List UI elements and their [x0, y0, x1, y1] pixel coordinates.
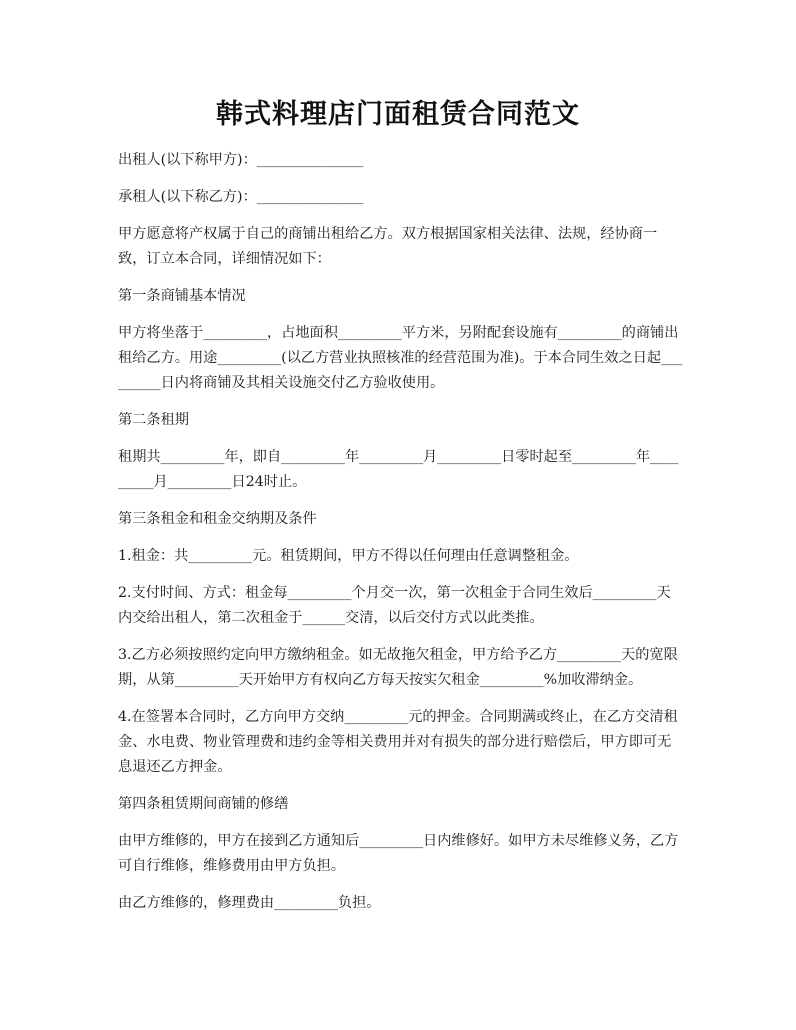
article-4-paragraph-2: 由乙方维修的，修理费由_________负担。 — [118, 895, 381, 911]
document-body — [118, 148, 684, 928]
article-1-paragraph: 甲方将坐落于_________，占地面积_________平方米，另附配套设施有_________的商铺出租给乙方。用途_________(以乙方营业执照核准的经营范围为准)。于本合同生效之日起_________日内将商铺及其相关设施交付乙方验收使用。 — [118, 325, 683, 391]
article-3-heading: 第三条租金和租金交纳期及条件 — [118, 511, 317, 527]
article-1-heading: 第一条商铺基本情况 — [118, 288, 246, 304]
article-4-heading: 第四条租赁期间商铺的修缮 — [118, 796, 289, 812]
document-title: 韩式料理店门面租赁合同范文 — [216, 99, 580, 130]
article-2-paragraph: 租期共_________年，即自_________年_________月_________日零时起至_________年_________月_________日24时止。 — [118, 449, 679, 490]
lessor-line: 出租人(以下称甲方)：_______________ — [118, 152, 364, 168]
article-2-heading: 第二条租期 — [118, 412, 189, 428]
article-3-item-1: 1.租金：共_________元。租赁期间，甲方不得以任何理由任意调整租金。 — [118, 548, 579, 564]
article-3-item-2: 2.支付时间、方式：租金每_________个月交一次，第一次租金于合同生效后_________天内交给出租人，第二次租金于______交清，以后交付方式以此类推。 — [118, 585, 671, 626]
lessee-line: 承租人(以下称乙方)：_______________ — [118, 189, 364, 205]
article-3-item-4: 4.在签署本合同时，乙方向甲方交纳_________元的押金。合同期满或终止，在乙方交清租金、水电费、物业管理费和违约金等相关费用并对有损失的部分进行赔偿后，甲方即可无息退还乙方押金。 — [118, 709, 678, 775]
article-4-paragraph-1: 由甲方维修的，甲方在接到乙方通知后_________日内维修好。如甲方未尽维修义务，乙方可自行维修，维修费用由甲方负担。 — [118, 833, 679, 874]
article-3-item-3: 3.乙方必须按照约定向甲方缴纳租金。如无故拖欠租金，甲方给予乙方_________天的宽限期，从第_________天开始甲方有权向乙方每天按实欠租金_________%加收滞纳金。 — [118, 647, 678, 688]
preamble-paragraph: 甲方愿意将产权属于自己的商铺出租给乙方。双方根据国家相关法律、法规，经协商一致，订立本合同，详细情况如下： — [118, 226, 658, 267]
